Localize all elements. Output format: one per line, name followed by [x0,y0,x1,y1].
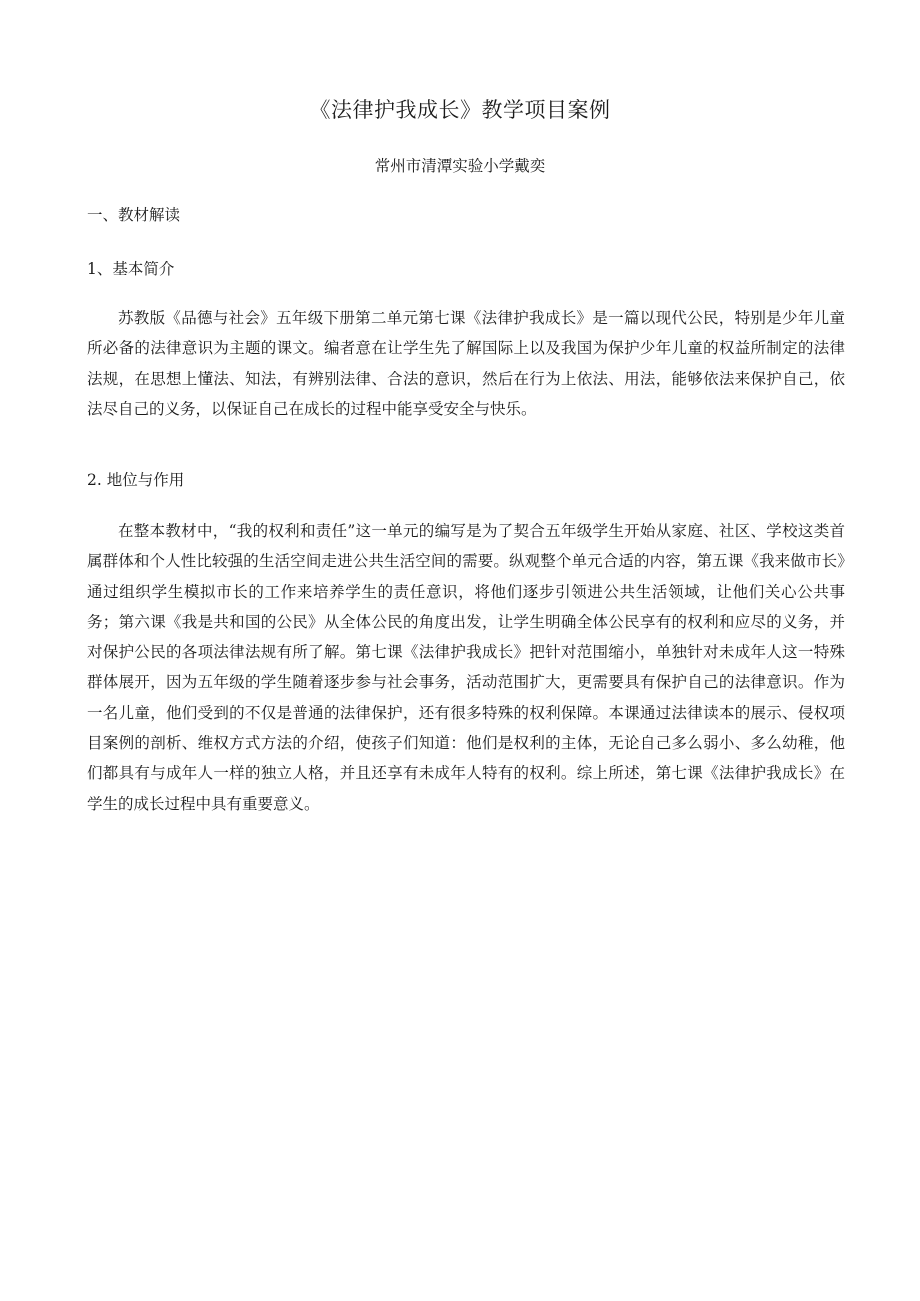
section-heading-position-role: 2. 地位与作用 [87,471,185,489]
document-author: 常州市清潭实验小学戴奕 [374,157,546,175]
section-heading-basic-intro: 1、基本简介 [87,260,175,278]
document-title: 《法律护我成长》教学项目案例 [309,98,611,122]
paragraph-position-role: 在整本教材中，“我的权利和责任”这一单元的编写是为了契合五年级学生开始从家庭、社区、学校这类首属群体和个人性比较强的生活空间走进公共生活空间的需要。纵观整个单元合适的内容，第五课《我来做市长》通过组织学生模拟市长的工作来培养学生的责任意识，将他们逐步引领进公共生活领域，让他们关心公共事务；第六课《我是共和国的公民》从全体公民的角度出发，让学生明确全体公民享有的权利和应尽的义务，并对保护公民的各项法律法规有所了解。第七课《法律护我成长》把针对范围缩小，单独针对未成年人这一特殊群体展开，因为五年级的学生随着逐步参与社会事务，活动范围扩大，更需要具有保护自己的法律意识。作为一名儿童，他们受到的不仅是普通的法律保护，还有很多特殊的权利保障。本课通过法律读本的展示、侵权项目案例的剖析、维权方式方法的介绍，使孩子们知道：他们是权利的主体，无论自己多么弱小、多么幼稚，他们都具有与成年人一样的独立人格，并且还享有未成年人特有的权利。综上所述，第七课《法律护我成长》在学生的成长过程中具有重要意义。 [87,522,845,813]
paragraph-basic-intro: 苏教版《品德与社会》五年级下册第二单元第七课《法律护我成长》是一篇以现代公民，特别是少年儿童所必备的法律意识为主题的课文。编者意在让学生先了解国际上以及我国为保护少年儿童的权益所制定的法律法规，在思想上懂法、知法，有辨别法律、合法的意识，然后在行为上依法、用法，能够依法来保护自己，依法尽自己的义务，以保证自己在成长的过程中能享受安全与快乐。 [87,309,845,418]
section-heading-textbook-reading: 一、教材解读 [87,206,181,224]
